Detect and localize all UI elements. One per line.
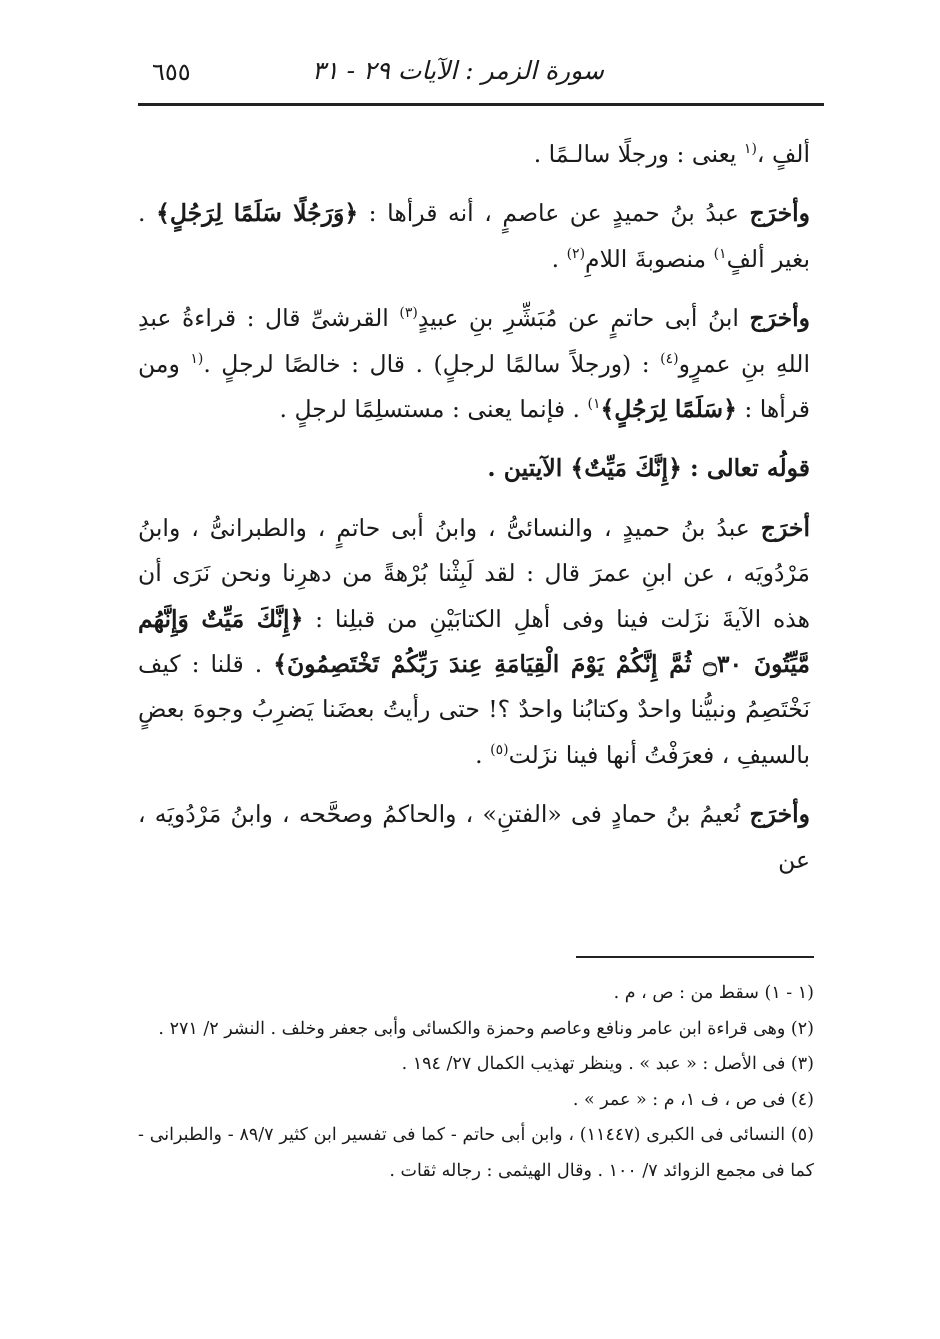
footnote-ref-1-open-b: (١: [190, 350, 204, 367]
paragraph-1-text: ألفٍ ،: [756, 140, 810, 168]
paragraph-1: [138, 132, 810, 177]
verse-heading: [138, 446, 810, 491]
footnote-ref-1-close: ١): [713, 245, 727, 262]
quran-quote: ﴿سَلَمًا لِرَجُلٍ﴾: [600, 395, 737, 424]
quran-quote: ﴿إِنَّكَ مَيِّتٌ﴾: [570, 454, 682, 483]
footnote-2: (٢) وهى قراءة ابن عامر ونافع وعاصم وحمزة والكسائى وأبى جعفر وخلف . النشر ٢/ ٢٧١ .: [158, 1018, 814, 1039]
page-header: [138, 56, 824, 96]
paragraph-5-lead: أخرَج: [760, 513, 810, 542]
paragraph-3-text-3: : (ورجلاً سالمًا لرجلٍ) . قال : خالصًا لرجلٍ .: [203, 349, 661, 378]
paragraph-6-lead: وأخرَج: [749, 800, 810, 829]
paragraph-6-text: نُعيمُ بنُ حمادٍ فى «الفتنِ» ، والحاكمُ وصحَّحه ، وابنُ مَرْدُويَه ، عن: [138, 800, 810, 874]
footnote-1: (١ - ١) سقط من : ص ، م .: [613, 983, 814, 1003]
running-title: سورة الزمر : الآيات ٢٩ - ٣١: [311, 56, 604, 85]
footnote-ref-1-close-b: ١): [587, 396, 601, 413]
quran-quote: ﴿وَرَجُلًا سَلَمًا لِرَجُلٍ﴾: [156, 199, 359, 228]
paragraph-5-text-3: .: [475, 740, 491, 769]
paragraph-2-text-4: .: [551, 244, 567, 273]
paragraph-3-lead: وأخرَج: [749, 304, 810, 333]
footnotes: [138, 976, 814, 1189]
header-divider: [138, 103, 824, 106]
main-text: [138, 132, 810, 883]
verse-heading-lead: قولُه تعالى :: [681, 454, 810, 483]
footnote-5: (٥) النسائى فى الكبرى (١١٤٤٧) ، وابن أبى حاتم - كما فى تفسير ابن كثير ٨٩/٧ - والطبرانى - كما فى مجمع الزوائد ٧/ ١٠٠ . وقال الهيثمى : رجاله ثقات .: [138, 1125, 814, 1181]
quran-quote: ﴿إِنَّكَ مَيِّتٌ وَإِنَّهُم مَّيِّتُونَ ۝٣٠ ثُمَّ إِنَّكُمْ يَوْمَ الْقِيَامَةِ عِندَ رَبِّكُمْ تَخْتَصِمُونَ﴾: [138, 604, 810, 679]
paragraph-5-text: عبدُ بنُ حميدٍ ، والنسائىُّ ، وابنُ أبى حاتمٍ ، والطبرانىُّ ، وابنُ مَرْدُويَه ، عن ابنِ عمرَ قال : لقد لَبِثْنا بُرْهةً من دهرِنا ونحن نَرَى أن هذه الآيةَ نزَلت فينا وفى أهلِ الكتابَيْنِ من قبلِنا :: [138, 513, 810, 633]
footnote-ref-3: (٣): [399, 305, 418, 322]
footnote-ref-1-open: (١: [743, 141, 757, 158]
paragraph-3: [138, 296, 810, 432]
paragraph-3-text-2: القرشىِّ قال : قراءةُ عبدِ اللهِ بنِ عمرٍو: [138, 304, 810, 378]
footnote-ref-5: (٥): [490, 742, 509, 759]
footnote-3: (٣) فى الأصل : « عبد » . وينظر تهذيب الكمال ٢٧/ ١٩٤ .: [401, 1054, 814, 1074]
paragraph-2: [138, 191, 810, 282]
paragraph-2-text: عبدُ بنُ حميدٍ عن عاصمٍ ، أنه قرأها :: [358, 199, 750, 228]
footnote-divider: [576, 956, 814, 958]
paragraph-5-text-2: . قلنا : كيف نَخْتَصِمُ ونبيُّنا واحدٌ وكتابُنا واحدٌ ؟! حتى رأيتُ بعضَنا يَضرِبُ وجوهَ بعضٍ بالسيفِ ، فعرَفْتُ أنها فينا نزَلت: [138, 650, 810, 769]
paragraph-3-text-5: . فإنما يعنى : مستسلِمًا لرجلٍ .: [279, 395, 588, 424]
paragraph-5: [138, 506, 810, 778]
footnote-ref-4: (٤): [660, 350, 679, 367]
paragraph-2-text-3: منصوبةَ اللامِ: [585, 244, 714, 273]
paragraph-6: [138, 792, 810, 883]
paragraph-1-text-2: يعنى : ورجلًا سالـمًا .: [533, 140, 744, 168]
footnote-ref-2: (٢): [566, 245, 586, 262]
footnote-4: (٤) فى ص ، ف ١، م : « عمر » .: [572, 1089, 814, 1110]
verse-heading-text: الآيتين .: [487, 454, 571, 483]
paragraph-2-text-2: . بغير ألفٍ: [138, 199, 810, 273]
paragraph-2-lead: وأخرَج: [749, 199, 810, 228]
paragraph-3-text-4: ومن قرأها :: [138, 349, 810, 424]
page-number: ٦٥٥: [152, 58, 191, 86]
paragraph-3-text: ابنُ أبى حاتمٍ عن مُبَشِّرِ بنِ عبيدٍ: [417, 304, 750, 333]
